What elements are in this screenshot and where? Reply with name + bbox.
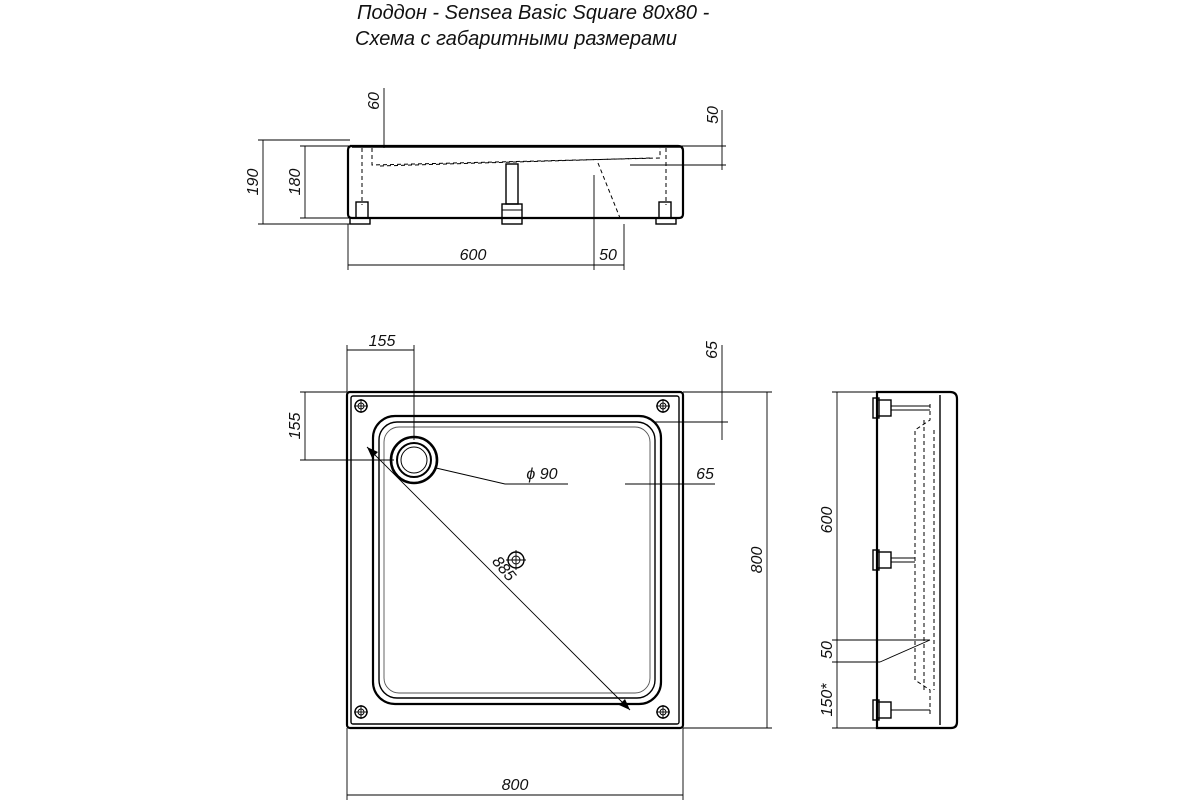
- dim-side-50: 50: [819, 641, 836, 659]
- dim-plan-155-y: 155: [287, 412, 304, 440]
- dim-plan-65-top: 65: [704, 341, 721, 359]
- dim-plan-800-height: 800: [749, 546, 766, 574]
- dim-front-50-bottom: 50: [599, 247, 617, 264]
- dim-side-600: 600: [819, 506, 836, 534]
- dim-front-190: 190: [245, 168, 262, 196]
- foot-top-right: [656, 399, 670, 413]
- foot-bottom-left: [354, 705, 368, 719]
- dim-front-50-top: 50: [705, 106, 722, 124]
- dim-plan-800-width: 800: [501, 777, 529, 794]
- plan-view: [287, 333, 772, 800]
- front-view: [245, 88, 726, 270]
- title-line-1: Поддон - Sensea Basic Square 80x80 -: [357, 2, 710, 24]
- dim-front-60: 60: [366, 92, 383, 110]
- dim-front-180: 180: [287, 168, 304, 196]
- dim-front-600: 600: [459, 247, 487, 264]
- drain: [391, 437, 437, 483]
- dim-plan-diameter: ϕ 90: [526, 466, 558, 483]
- dim-plan-65-right: 65: [696, 466, 714, 483]
- dim-side-150: 150*: [819, 683, 836, 717]
- dim-plan-155-x: 155: [368, 333, 396, 350]
- title-line-2: Схема с габаритными размерами: [355, 28, 678, 50]
- side-view: [819, 392, 957, 728]
- foot-bottom-right: [656, 705, 670, 719]
- dim-plan-885: 885: [488, 553, 519, 585]
- foot-top-left: [354, 399, 368, 413]
